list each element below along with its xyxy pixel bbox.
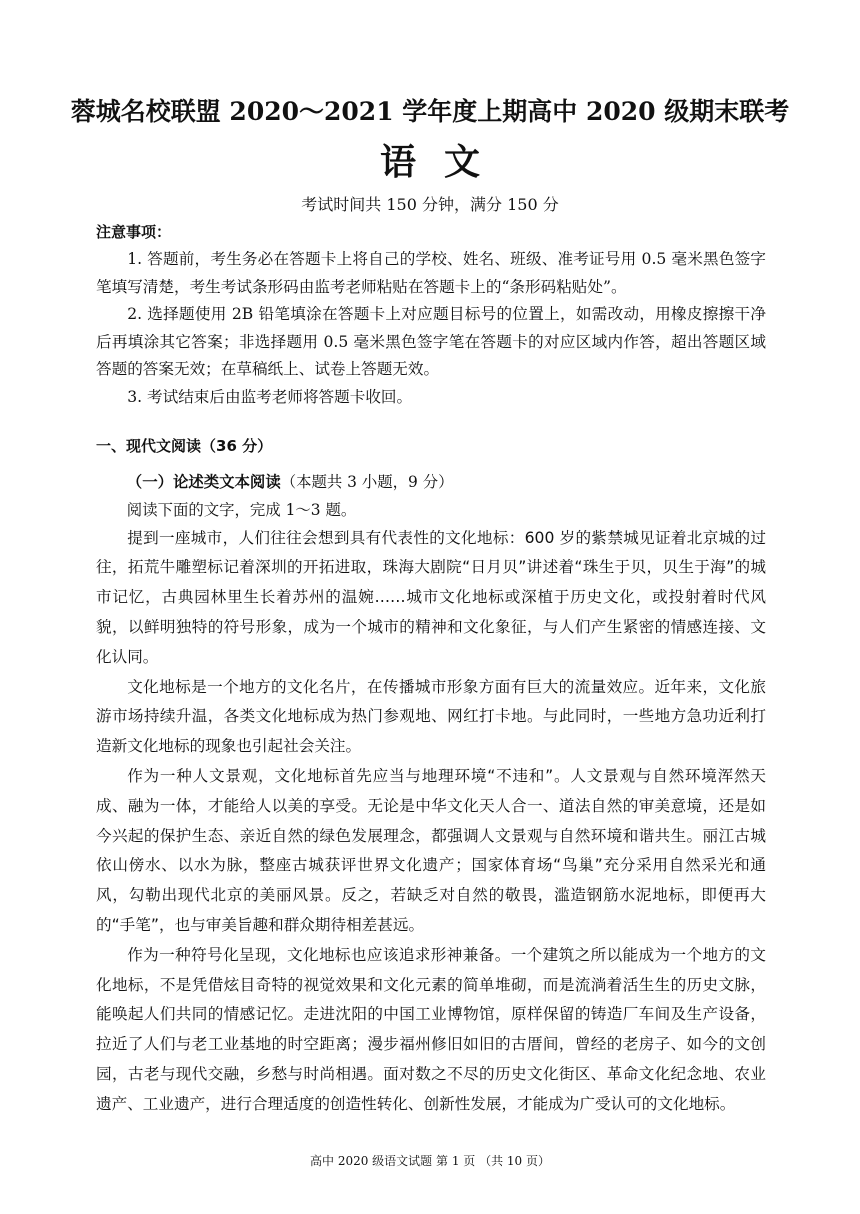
section-heading: 一、现代文阅读（36 分） [96,436,273,455]
passage-paragraph: 文化地标是一个地方的文化名片，在传播城市形象方面有巨大的流量效应。近年来，文化旅游市场持续升温，各类文化地标成为热门参观地、网红打卡地。与此同时，一些地方急功近利打造新文化地标的现象也引起社会关注。 [96,677,766,756]
exam-title: 蓉城名校联盟 2020～2021 学年度上期高中 2020 级期末联考 [70,97,790,126]
notice-item: 2. 选择题使用 2B 铅笔填涂在答题卡上对应题目标号的位置上，如需改动，用橡皮擦擦干净后再填涂其它答案；非选择题用 0.5 毫米黑色签字笔在答题卡的对应区域内作答，超出答题区域答题的答案无效；在草稿纸上、试卷上答题无效。 [96,305,766,379]
part-title: （一）论述类文本阅读 [126,472,281,491]
notice-heading: 注意事项： [96,223,172,241]
part-heading [96,468,766,496]
notice-item: 3. 考试结束后由监考老师将答题卡收回。 [127,387,413,406]
subject-title: 语文 [379,141,508,183]
reading-instruction: 阅读下面的文字，完成 1～3 题。 [126,500,357,519]
passage-paragraph: 提到一座城市，人们往往会想到具有代表性的文化地标：600 岁的紫禁城见证着北京城的过往，拓荒牛雕塑标记着深圳的开拓进取，珠海大剧院“日月贝”讲述着“珠生于贝，贝生于海”的城市记忆，古典园林里生长着苏州的温婉……城市文化地标或深植于历史文化，或投射着时代风貌，以鲜明独特的符号形象，成为一个城市的精神和文化象征，与人们产生紧密的情感连接、文化认同。 [96,528,766,666]
passage-paragraph: 作为一种人文景观，文化地标首先应当与地理环境“不违和”。人文景观与自然环境浑然天成、融为一体，才能给人以美的享受。无论是中华文化天人合一、道法自然的审美意境，还是如今兴起的保护生态、亲近自然的绿色发展理念，都强调人文景观与自然环境和谐共生。丽江古城依山傍水、以水为脉，整座古城获评世界文化遗产；国家体育场“鸟巢”充分采用自然采光和通风，勾勒出现代北京的美丽风景。反之，若缺乏对自然的敬畏，滥造钢筋水泥地标，即便再大的“手笔”，也与审美旨趣和群众期待相差甚远。 [96,766,766,934]
page-content [96,218,766,1120]
exam-time-info: 考试时间共 150 分钟，满分 150 分 [301,195,559,214]
notice-item: 1. 答题前，考生务必在答题卡上将自己的学校、姓名、班级、准考证号用 0.5 毫米黑色签字笔填写清楚，考生考试条形码由监考老师粘贴在答题卡上的“条形码粘贴处”。 [96,250,766,296]
passage-paragraph: 作为一种符号化呈现，文化地标也应该追求形神兼备。一个建筑之所以能成为一个地方的文化地标，不是凭借炫目奇特的视觉效果和文化元素的简单堆砌，而是流淌着活生生的历史文脉，能唤起人们共同的情感记忆。走进沈阳的中国工业博物馆，原样保留的铸造厂车间及生产设备，拉近了人们与老工业基地的时空距离；漫步福州修旧如旧的古厝间，曾经的老房子、如今的文创园，古老与现代交融，乡愁与时尚相遇。面对数之不尽的历史文化街区、革命文化纪念地、农业遗产、工业遗产，进行合理适度的创造性转化、创新性发展，才能成为广受认可的文化地标。 [96,945,766,1113]
reading-passage [96,524,766,1120]
page-footer: 高中 2020 级语文试题 第 1 页 （共 10 页） [310,1154,550,1168]
notice-section [96,218,766,412]
part-detail: （本题共 3 小题，9 分） [280,472,454,491]
